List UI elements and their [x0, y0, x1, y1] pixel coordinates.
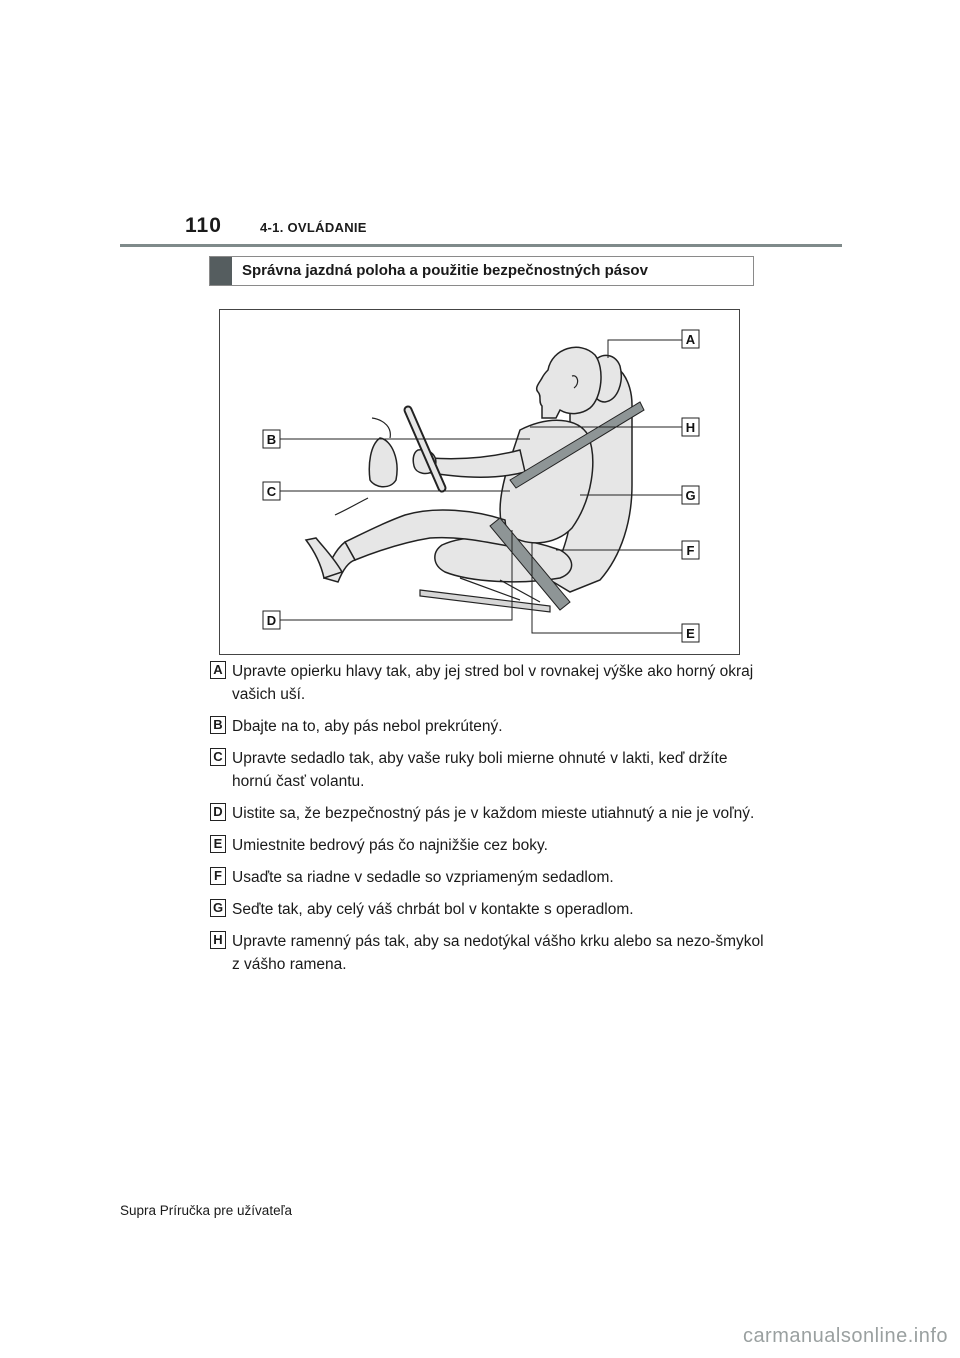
callout-c — [263, 482, 280, 500]
letter-badge: H — [210, 931, 226, 949]
list-item — [210, 834, 770, 857]
steering-column — [369, 438, 397, 487]
callout-b — [263, 430, 280, 448]
svg-text:G: G — [685, 488, 696, 503]
item-text: Upravte sedadlo tak, aby vaše ruky boli mierne ohnuté v lakti, keď držíte hornú časť volantu. — [232, 750, 728, 790]
callout-d — [263, 611, 280, 629]
heading-title: Správna jazdná poloha a použitie bezpečnostných pásov — [242, 262, 648, 279]
list-item — [210, 930, 770, 976]
callout-h — [682, 418, 699, 436]
dashboard-line-lower — [335, 498, 368, 515]
callout-f — [682, 541, 699, 559]
list-item — [210, 747, 770, 793]
letter-badge: D — [210, 803, 226, 821]
svg-text:A: A — [685, 332, 696, 347]
item-text: Upravte ramenný pás tak, aby sa nedotýkal vášho krku alebo sa nezo-šmykol z vášho ramena. — [232, 933, 764, 973]
watermark: carmanualsonline.info — [742, 1325, 948, 1347]
svg-text:F: F — [686, 543, 695, 558]
letter-badge: A — [210, 661, 226, 679]
letter-badge: F — [210, 867, 226, 885]
list-item — [210, 660, 770, 706]
svg-text:E: E — [686, 626, 695, 641]
driver-head — [537, 347, 601, 418]
svg-text:B: B — [266, 432, 277, 447]
driver-seat-drawing — [220, 310, 741, 656]
footer-title: Supra Príručka pre užívateľa — [120, 1203, 293, 1218]
callout-e — [682, 624, 699, 642]
svg-text:H: H — [685, 420, 696, 435]
header-divider — [120, 244, 842, 247]
svg-text:D: D — [266, 613, 277, 628]
svg-text:C: C — [266, 484, 277, 499]
item-text: Seďte tak, aby celý váš chrbát bol v kontakte s operadlom. — [232, 901, 634, 918]
seat-rail — [420, 590, 550, 612]
list-item — [210, 715, 770, 738]
section-heading — [209, 256, 754, 286]
item-text: Upravte opierku hlavy tak, aby jej stred bol v rovnakej výške ako horný okraj vašich uší. — [232, 663, 754, 703]
dashboard-line — [372, 418, 390, 438]
callout-a — [682, 330, 699, 348]
item-text: Dbajte na to, aby pás nebol prekrútený. — [232, 718, 503, 735]
section-title: 4-1. OVLÁDANIE — [260, 220, 367, 235]
list-item — [210, 898, 770, 921]
item-text: Usaďte sa riadne v sedadle so vzpriameným sedadlom. — [232, 869, 614, 886]
heading-marker — [210, 257, 232, 285]
letter-badge: G — [210, 899, 226, 917]
list-item — [210, 866, 770, 889]
seating-position-illustration — [219, 309, 740, 655]
letter-badge: E — [210, 835, 226, 853]
item-text: Uistite sa, že bezpečnostný pás je v každom mieste utiahnutý a nie je voľný. — [232, 805, 755, 822]
steering-wheel-inner — [408, 410, 442, 488]
list-item — [210, 802, 770, 825]
instruction-list — [210, 660, 770, 985]
callout-g — [682, 486, 699, 504]
letter-badge: C — [210, 748, 226, 766]
page-number: 110 — [185, 214, 222, 237]
item-text: Umiestnite bedrový pás čo najnižšie cez boky. — [232, 837, 548, 854]
letter-badge: B — [210, 716, 226, 734]
